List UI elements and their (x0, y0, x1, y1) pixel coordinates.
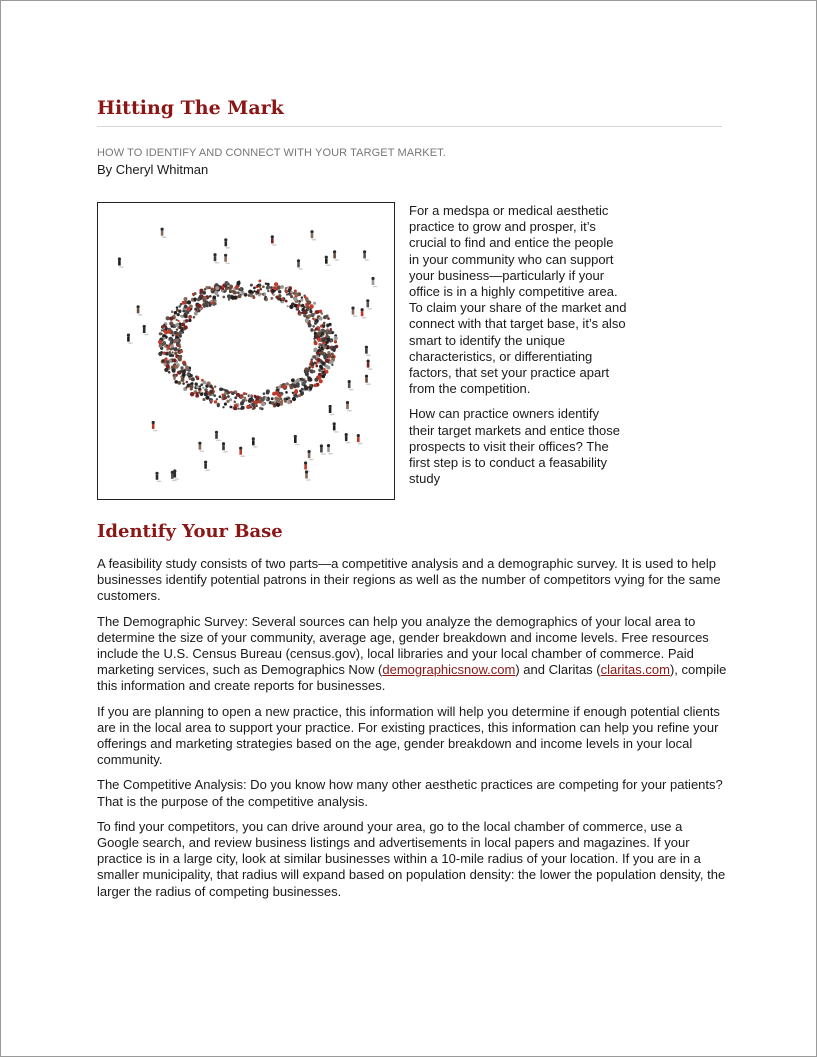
intro-paragraph-2: How can practice owners identify their target markets and entice those prospects to visit their offices? The first step is to conduct a feasability study (409, 406, 621, 487)
intro-column (409, 203, 627, 496)
body-paragraph-5: To find your competitors, you can drive around your area, go to the local chamber of commerce, use a Google search, and review business listings and advertisements in local papers and magazines. If your practice is in a large city, look at similar businesses within a 10-mile radius of your location. If you are in a smaller municipality, that radius will expand based on population density: the lower the population density, the larger the radius of competing businesses. (97, 818, 726, 899)
body-paragraph-3: If you are planning to open a new practice, this information will help you determine if enough potential clients are in the local area to support your practice. For existing practices, this information can help you refine your offerings and marketing strategies based on the age, gender breakdown and income levels in your local community. (97, 703, 720, 768)
body-paragraph-4: The Competitive Analysis: Do you know how many other aesthetic practices are competing for your patients? That is the purpose of the competitive analysis. (97, 777, 723, 809)
crowd-circle-image (97, 202, 395, 500)
article-title: Hitting The Mark (97, 97, 284, 119)
claritas-link[interactable]: claritas.com (600, 662, 670, 678)
body-paragraph-2-text-a: The Demographic Survey: Several sources can help you analyze the demographics of your local area to determine the size of your community, average age, gender breakdown and income levels. Free resources include the U.S. Census Bureau (census.gov), local libraries and your local chamber of commerce. Paid marketing services, such as Demographics Now ( (97, 613, 709, 678)
body-paragraph-2-text-c: ), compile this information and create reports for businesses. (97, 662, 727, 694)
article-subtitle: HOW TO IDENTIFY AND CONNECT WITH YOUR TARGET MARKET. (97, 147, 446, 159)
crowd-illustration (98, 203, 394, 499)
demographicsnow-link[interactable]: demographicsnow.com (382, 662, 516, 678)
section-heading: Identify Your Base (97, 521, 283, 542)
article-byline: By Cheryl Whitman (97, 162, 209, 177)
section-body (97, 556, 727, 909)
title-divider (97, 126, 722, 127)
body-paragraph-1: A feasibility study consists of two parts—a competitive analysis and a demographic survey. It is used to help businesses identify potential patrons in their regions as well as the number of competitors vying for the same customers. (97, 556, 721, 604)
intro-paragraph-1: For a medspa or medical aesthetic practice to grow and prosper, it’s crucial to find and entice the people in your community who can support your business—particularly if your office is in a highly competitive area. To claim your share of the market and connect with that target base, it’s also smart to identify the unique characteristics, or differentiating factors, that set your practice apart from the competition. (409, 203, 627, 397)
body-paragraph-2 (97, 614, 727, 695)
body-paragraph-2-text-b: ) and Claritas ( (515, 662, 601, 678)
